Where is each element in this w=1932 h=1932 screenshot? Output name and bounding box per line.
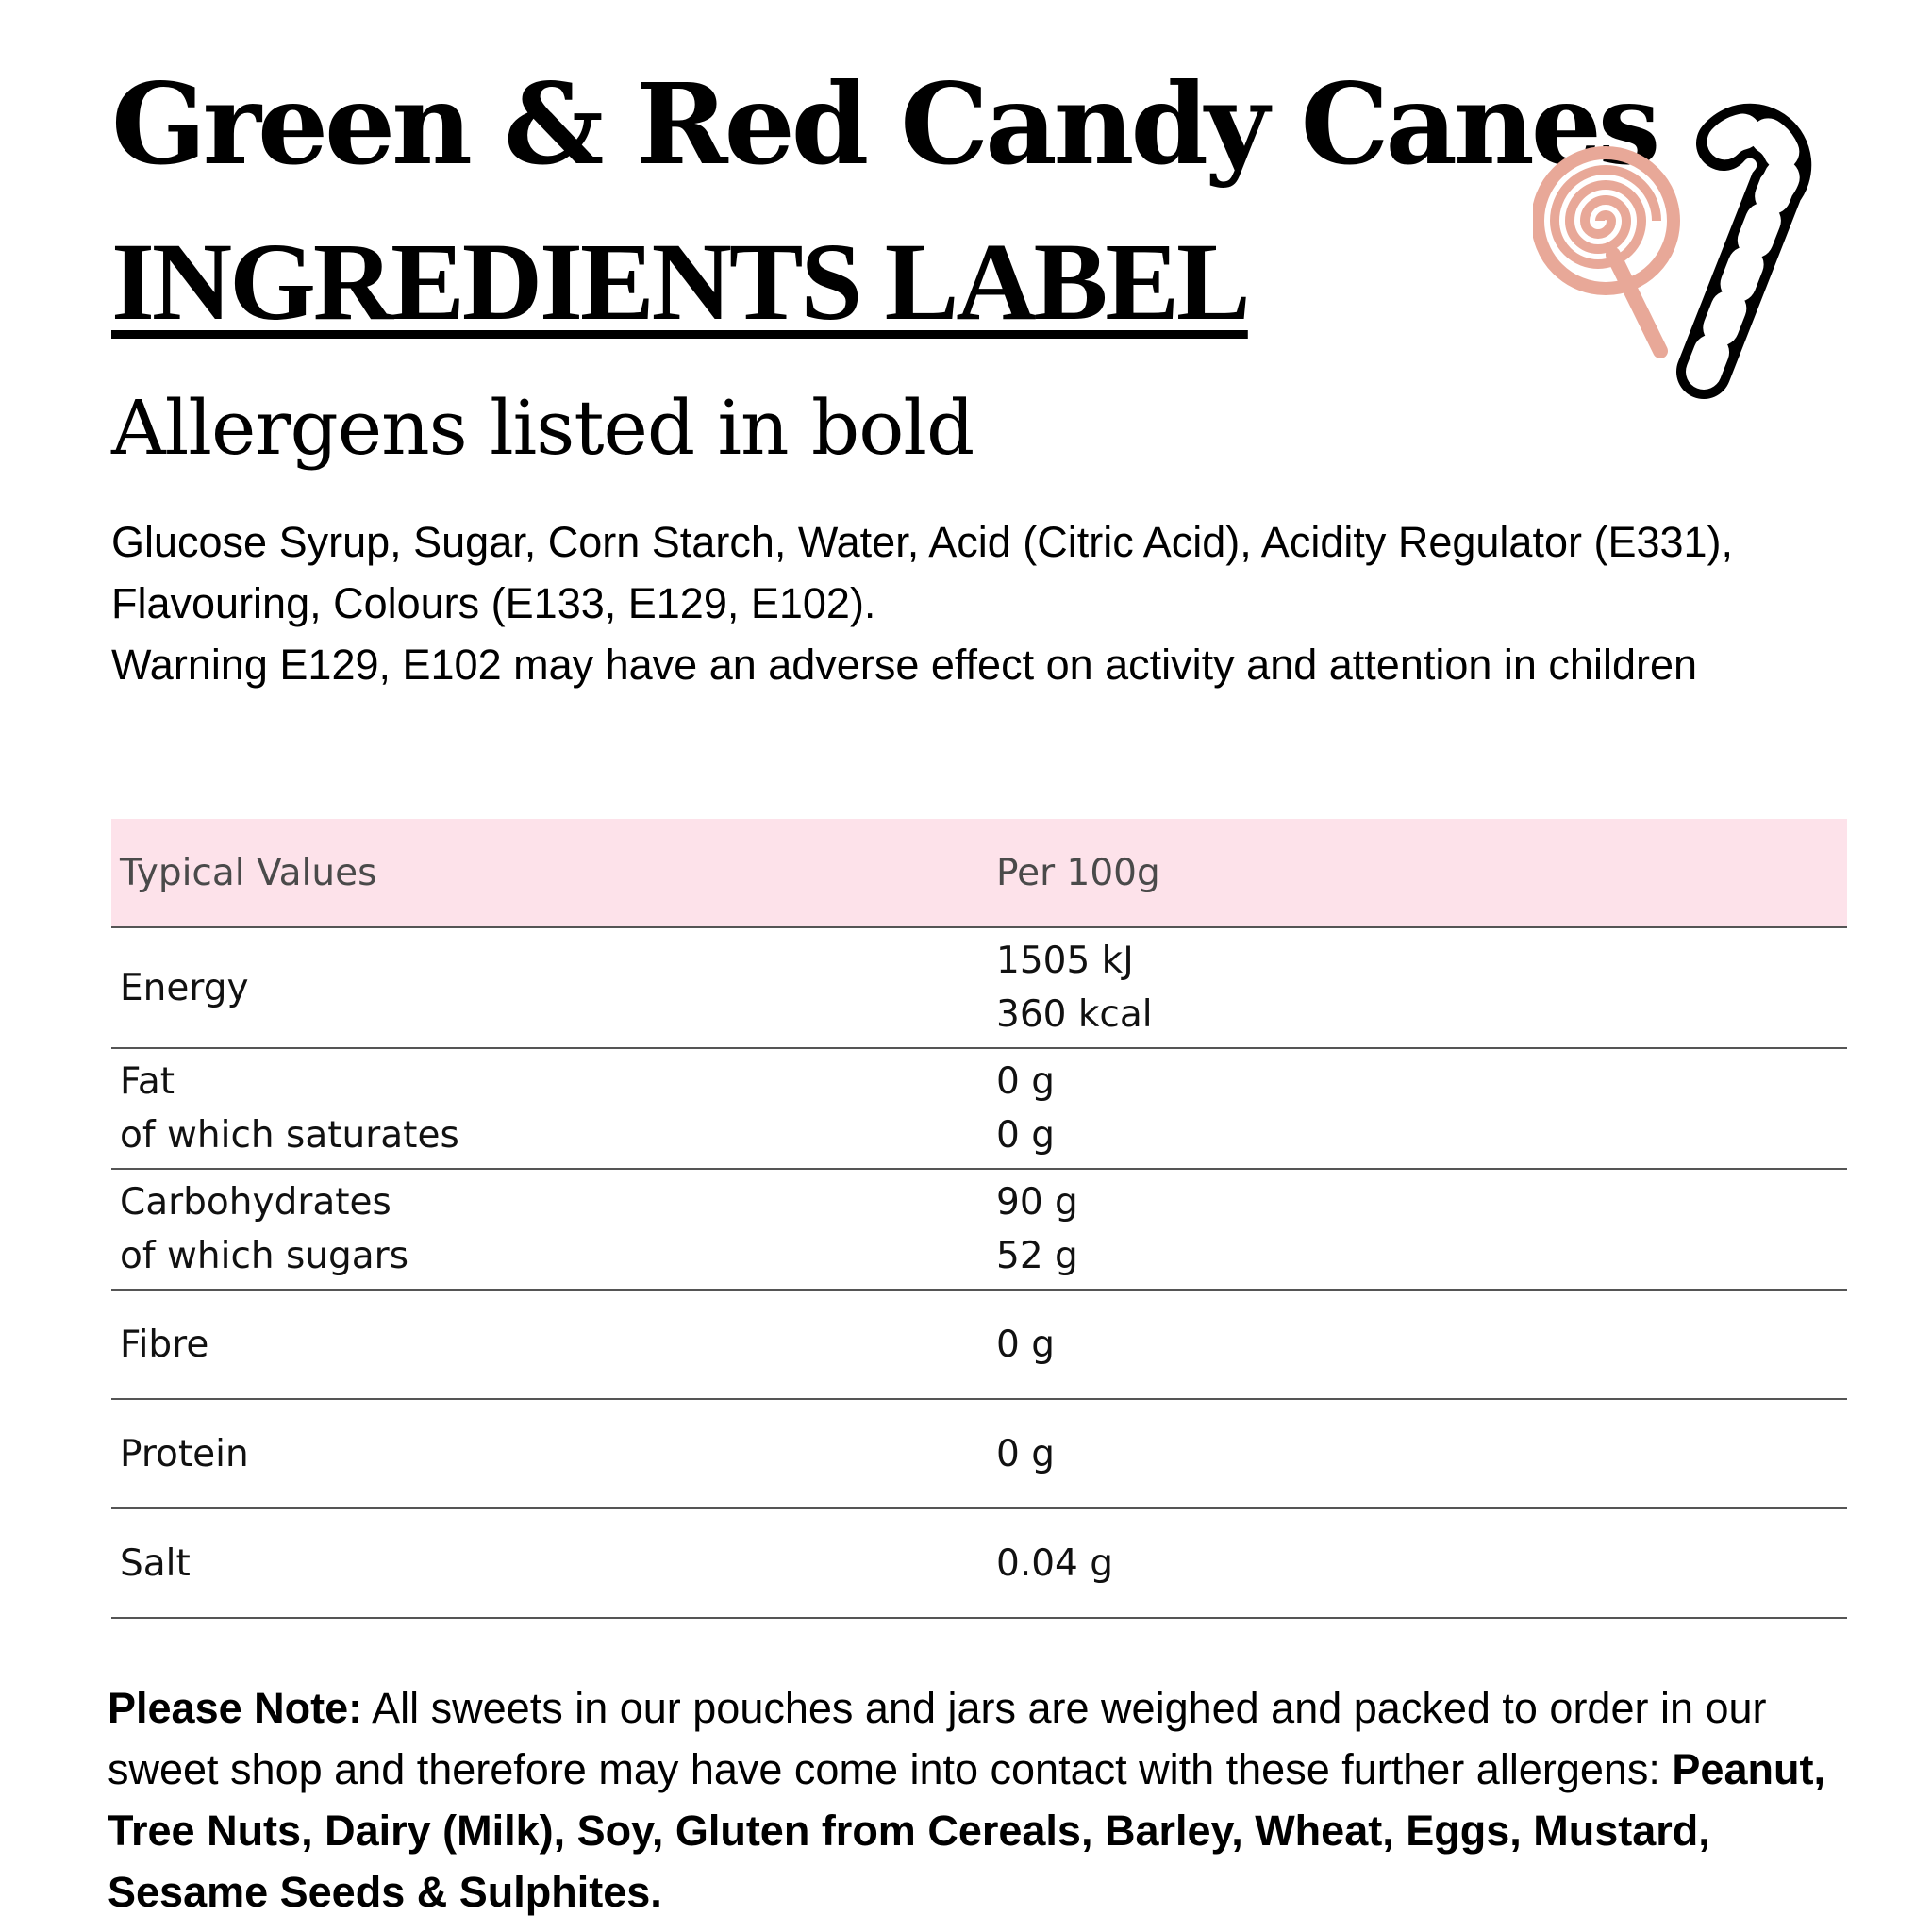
- nutrition-header-row: [111, 819, 1847, 927]
- table-row: [111, 927, 1847, 1048]
- please-note: [108, 1677, 1881, 1923]
- fibre-value: 0 g: [988, 1290, 1847, 1399]
- salt-value: 0.04 g: [988, 1508, 1847, 1618]
- typical-values-header: Typical Values: [111, 819, 988, 927]
- carbohydrates-value: 90 g 52 g: [988, 1169, 1847, 1290]
- table-row: [111, 1508, 1847, 1618]
- table-row: [111, 1290, 1847, 1399]
- carbohydrates-label: Carbohydrates of which sugars: [111, 1169, 988, 1290]
- fat-label: Fat of which saturates: [111, 1048, 988, 1169]
- allergens-heading: Allergens listed in bold: [111, 384, 974, 472]
- table-row: [111, 1048, 1847, 1169]
- ingredients-text: Glucose Syrup, Sugar, Corn Starch, Water, Acid (Citric Acid), Acidity Regulator (E331), Flavouring, Colours (E133, E129, E102).: [111, 518, 1734, 627]
- sweets-svg: [1533, 75, 1873, 406]
- protein-value: 0 g: [988, 1399, 1847, 1508]
- fibre-label: Fibre: [111, 1290, 988, 1399]
- lollipop-icon: [1538, 153, 1674, 351]
- ingredients-list: [111, 511, 1885, 695]
- fat-value: 0 g 0 g: [988, 1048, 1847, 1169]
- nutrition-table: [111, 819, 1847, 1619]
- salt-label: Salt: [111, 1508, 988, 1618]
- further-allergens: Peanut, Tree Nuts, Dairy (Milk), Soy, Gluten from Cereals, Barley, Wheat, Eggs, Mustard, Sesame Seeds & Sulphites.: [108, 1745, 1825, 1916]
- note-text: All sweets in our pouches and jars are weighed and packed to order in our sweet shop and therefore may have come into contact with these further allergens:: [108, 1684, 1767, 1793]
- sweets-illustration: [1533, 75, 1873, 406]
- protein-label: Protein: [111, 1399, 988, 1508]
- product-title: Green & Red Candy Canes: [111, 58, 1657, 190]
- energy-value: 1505 kJ 360 kcal: [988, 927, 1847, 1048]
- table-row: [111, 1169, 1847, 1290]
- note-lead: Please Note:: [108, 1684, 363, 1732]
- table-row: [111, 1399, 1847, 1508]
- warning-text: Warning E129, E102 may have an adverse effect on activity and attention in children: [111, 641, 1698, 689]
- label-heading: INGREDIENTS LABEL: [111, 220, 1248, 343]
- candy-cane-icon: [1704, 131, 1784, 372]
- energy-label: Energy: [111, 927, 988, 1048]
- per-100g-header: Per 100g: [988, 819, 1847, 927]
